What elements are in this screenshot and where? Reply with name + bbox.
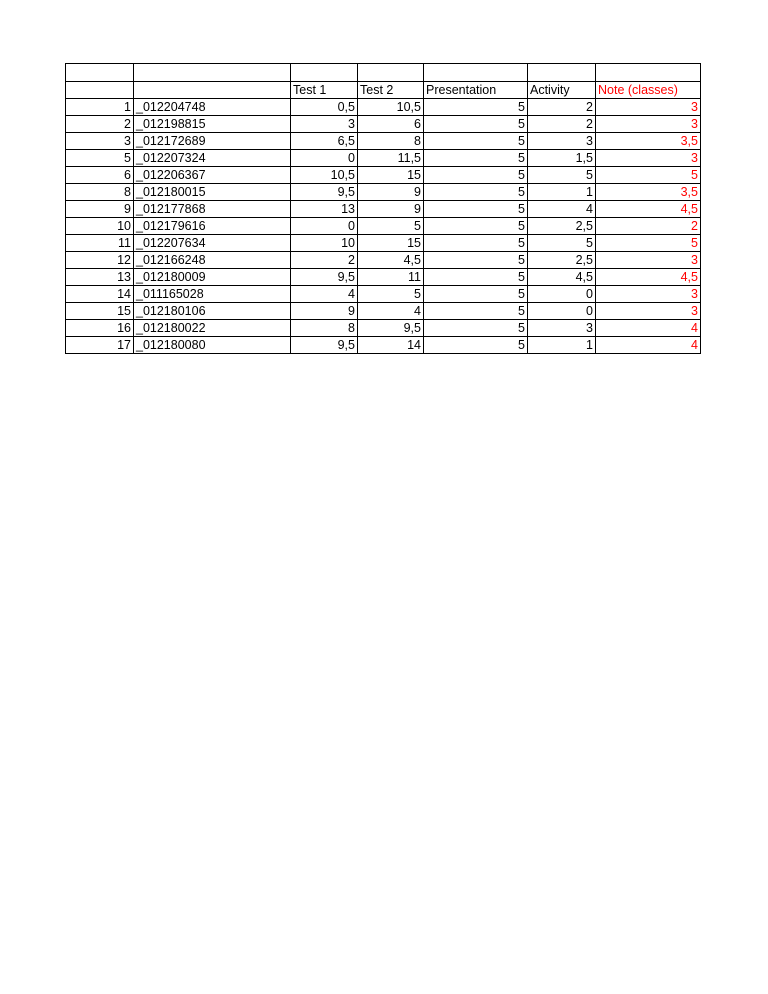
activity-cell: 1,5 [528, 150, 596, 167]
presentation-cell: 5 [424, 320, 528, 337]
activity-cell: 1 [528, 184, 596, 201]
table-row [66, 184, 701, 201]
test1-cell: 2 [291, 252, 358, 269]
test1-cell: 9,5 [291, 337, 358, 354]
test2-cell: 4,5 [358, 252, 424, 269]
student-id: _012198815 [134, 116, 291, 133]
presentation-cell: 5 [424, 99, 528, 116]
row-index: 3 [66, 133, 134, 150]
test2-cell: 5 [358, 218, 424, 235]
row-index: 17 [66, 337, 134, 354]
note-cell: 3 [596, 150, 701, 167]
test1-cell: 9,5 [291, 269, 358, 286]
row-index: 2 [66, 116, 134, 133]
blank-cell [424, 64, 528, 82]
row-index: 8 [66, 184, 134, 201]
header-id [134, 82, 291, 99]
row-index: 12 [66, 252, 134, 269]
row-index: 15 [66, 303, 134, 320]
note-cell: 3 [596, 286, 701, 303]
test2-cell: 11,5 [358, 150, 424, 167]
note-cell: 3,5 [596, 133, 701, 150]
table-row [66, 201, 701, 218]
activity-cell: 0 [528, 303, 596, 320]
test2-cell: 10,5 [358, 99, 424, 116]
test2-cell: 11 [358, 269, 424, 286]
presentation-cell: 5 [424, 150, 528, 167]
test1-cell: 3 [291, 116, 358, 133]
note-cell: 5 [596, 167, 701, 184]
student-id: _011165028 [134, 286, 291, 303]
table-row [66, 99, 701, 116]
table-row [66, 337, 701, 354]
presentation-cell: 5 [424, 116, 528, 133]
header-test1: Test 1 [291, 82, 358, 99]
note-cell: 3 [596, 252, 701, 269]
row-index: 6 [66, 167, 134, 184]
presentation-cell: 5 [424, 133, 528, 150]
blank-cell [134, 64, 291, 82]
header-test2: Test 2 [358, 82, 424, 99]
student-id: _012166248 [134, 252, 291, 269]
row-index: 11 [66, 235, 134, 252]
blank-cell [596, 64, 701, 82]
table-row [66, 252, 701, 269]
student-id: _012180009 [134, 269, 291, 286]
test2-cell: 4 [358, 303, 424, 320]
row-index: 10 [66, 218, 134, 235]
activity-cell: 5 [528, 235, 596, 252]
presentation-cell: 5 [424, 218, 528, 235]
presentation-cell: 5 [424, 184, 528, 201]
table-row [66, 235, 701, 252]
presentation-cell: 5 [424, 303, 528, 320]
grades-table [65, 63, 701, 354]
test2-cell: 6 [358, 116, 424, 133]
test1-cell: 0 [291, 150, 358, 167]
activity-cell: 3 [528, 133, 596, 150]
test1-cell: 9,5 [291, 184, 358, 201]
header-note: Note (classes) [596, 82, 701, 99]
test2-cell: 14 [358, 337, 424, 354]
presentation-cell: 5 [424, 286, 528, 303]
table-row [66, 150, 701, 167]
student-id: _012180080 [134, 337, 291, 354]
test1-cell: 6,5 [291, 133, 358, 150]
table-row [66, 133, 701, 150]
activity-cell: 2,5 [528, 252, 596, 269]
blank-row [66, 64, 701, 82]
note-cell: 4 [596, 337, 701, 354]
presentation-cell: 5 [424, 235, 528, 252]
note-cell: 4 [596, 320, 701, 337]
header-activity: Activity [528, 82, 596, 99]
header-row [66, 82, 701, 99]
row-index: 14 [66, 286, 134, 303]
blank-cell [528, 64, 596, 82]
student-id: _012177868 [134, 201, 291, 218]
row-index: 1 [66, 99, 134, 116]
test2-cell: 9 [358, 184, 424, 201]
note-cell: 3 [596, 116, 701, 133]
note-cell: 4,5 [596, 269, 701, 286]
student-id: _012180015 [134, 184, 291, 201]
row-index: 13 [66, 269, 134, 286]
activity-cell: 2 [528, 99, 596, 116]
table-row [66, 116, 701, 133]
test2-cell: 9 [358, 201, 424, 218]
presentation-cell: 5 [424, 167, 528, 184]
blank-cell [358, 64, 424, 82]
test1-cell: 8 [291, 320, 358, 337]
table-row [66, 320, 701, 337]
presentation-cell: 5 [424, 269, 528, 286]
note-cell: 4,5 [596, 201, 701, 218]
test1-cell: 0 [291, 218, 358, 235]
test2-cell: 15 [358, 167, 424, 184]
header-index [66, 82, 134, 99]
student-id: _012180106 [134, 303, 291, 320]
student-id: _012180022 [134, 320, 291, 337]
blank-cell [66, 64, 134, 82]
note-cell: 3 [596, 303, 701, 320]
test2-cell: 5 [358, 286, 424, 303]
table-row [66, 218, 701, 235]
header-presentation: Presentation [424, 82, 528, 99]
table-row [66, 167, 701, 184]
student-id: _012204748 [134, 99, 291, 116]
note-cell: 5 [596, 235, 701, 252]
activity-cell: 4 [528, 201, 596, 218]
presentation-cell: 5 [424, 252, 528, 269]
row-index: 5 [66, 150, 134, 167]
test2-cell: 8 [358, 133, 424, 150]
student-id: _012172689 [134, 133, 291, 150]
note-cell: 2 [596, 218, 701, 235]
activity-cell: 1 [528, 337, 596, 354]
test1-cell: 10,5 [291, 167, 358, 184]
student-id: _012206367 [134, 167, 291, 184]
student-id: _012207634 [134, 235, 291, 252]
student-id: _012179616 [134, 218, 291, 235]
student-id: _012207324 [134, 150, 291, 167]
test2-cell: 15 [358, 235, 424, 252]
activity-cell: 5 [528, 167, 596, 184]
test1-cell: 9 [291, 303, 358, 320]
test1-cell: 10 [291, 235, 358, 252]
activity-cell: 0 [528, 286, 596, 303]
note-cell: 3,5 [596, 184, 701, 201]
activity-cell: 4,5 [528, 269, 596, 286]
activity-cell: 2,5 [528, 218, 596, 235]
row-index: 16 [66, 320, 134, 337]
blank-cell [291, 64, 358, 82]
presentation-cell: 5 [424, 337, 528, 354]
activity-cell: 3 [528, 320, 596, 337]
activity-cell: 2 [528, 116, 596, 133]
row-index: 9 [66, 201, 134, 218]
test1-cell: 0,5 [291, 99, 358, 116]
table-row [66, 269, 701, 286]
table-row [66, 303, 701, 320]
note-cell: 3 [596, 99, 701, 116]
test1-cell: 13 [291, 201, 358, 218]
test2-cell: 9,5 [358, 320, 424, 337]
table-row [66, 286, 701, 303]
test1-cell: 4 [291, 286, 358, 303]
presentation-cell: 5 [424, 201, 528, 218]
